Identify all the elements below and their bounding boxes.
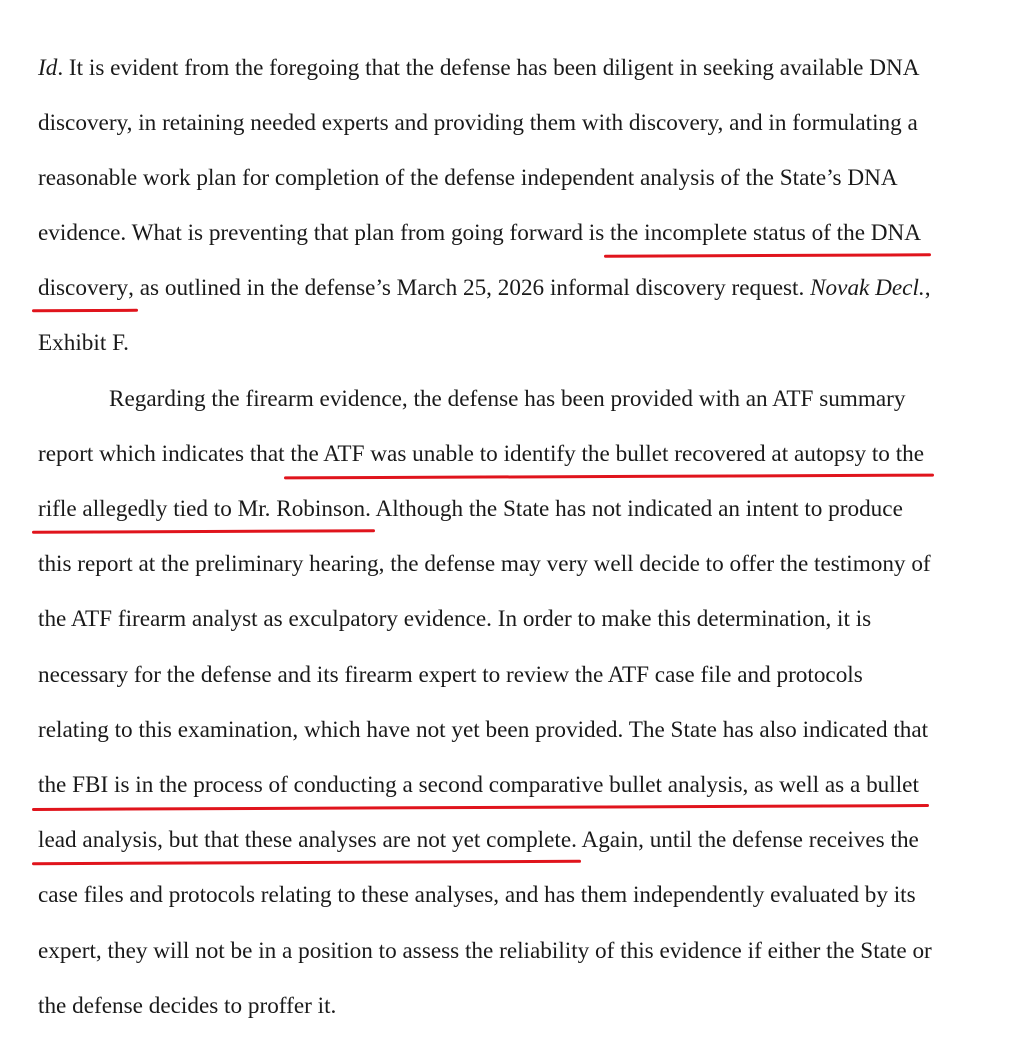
text-line-16: case files and protocols relating to these analyses, and has them independently evaluated by its [38, 882, 916, 908]
text-line-13: relating to this examination, which have not yet been provided. The State has also indicated that [38, 717, 929, 743]
underlined-phrase: rifle allegedly tied to Mr. Robinson [38, 496, 366, 522]
case-citation-id: Id [38, 55, 58, 81]
underlined-phrase: the ATF was unable to identify the bullet recovered at autopsy to the [290, 441, 925, 467]
text-line-5: discovery, as outlined in the defense’s March 25, 2026 informal discovery request. Novak Decl., [38, 275, 931, 301]
text-line-18: the defense decides to proffer it. [38, 993, 337, 1019]
underlined-phrase: discovery [38, 275, 129, 301]
underlined-phrase: lead analysis, but that these analyses are not yet complete [38, 827, 572, 853]
underlined-phrase: the FBI is in the process of conducting a second comparative bullet analysis, as well as a bullet [38, 772, 919, 798]
text-line-6: Exhibit F. [38, 330, 129, 356]
text-line-1: Id. It is evident from the foregoing that the defense has been diligent in seeking available DNA [38, 55, 920, 81]
text-line-12: necessary for the defense and its firearm expert to review the ATF case file and protocols [38, 662, 863, 688]
underlined-phrase: the incomplete status of the DNA [610, 220, 922, 246]
text-line-4: evidence. What is preventing that plan from going forward is the incomplete status of the DNA [38, 220, 922, 246]
text-line-10: this report at the preliminary hearing, the defense may very well decide to offer the testimony of [38, 551, 931, 577]
text-line-14 [38, 770, 919, 800]
paragraph-start-line: Regarding the firearm evidence, the defense has been provided with an ATF summary [109, 386, 906, 412]
text-line-11: the ATF firearm analyst as exculpatory evidence. In order to make this determination, it is [38, 606, 872, 632]
text-line-8: report which indicates that the ATF was unable to identify the bullet recovered at autopsy to the [38, 441, 925, 467]
text-line-9: rifle allegedly tied to Mr. Robinson. Although the State has not indicated an intent to produce [38, 496, 903, 522]
text-line-2: discovery, in retaining needed experts and providing them with discovery, and in formulating a [38, 110, 918, 136]
text-line-15: lead analysis, but that these analyses are not yet complete. Again, until the defense receives the [38, 827, 919, 853]
text-line-3: reasonable work plan for completion of the defense independent analysis of the State’s DNA [38, 165, 898, 191]
text-line-17: expert, they will not be in a position to assess the reliability of this evidence if either the State or [38, 938, 932, 964]
declaration-citation: Novak Decl. [810, 275, 925, 301]
